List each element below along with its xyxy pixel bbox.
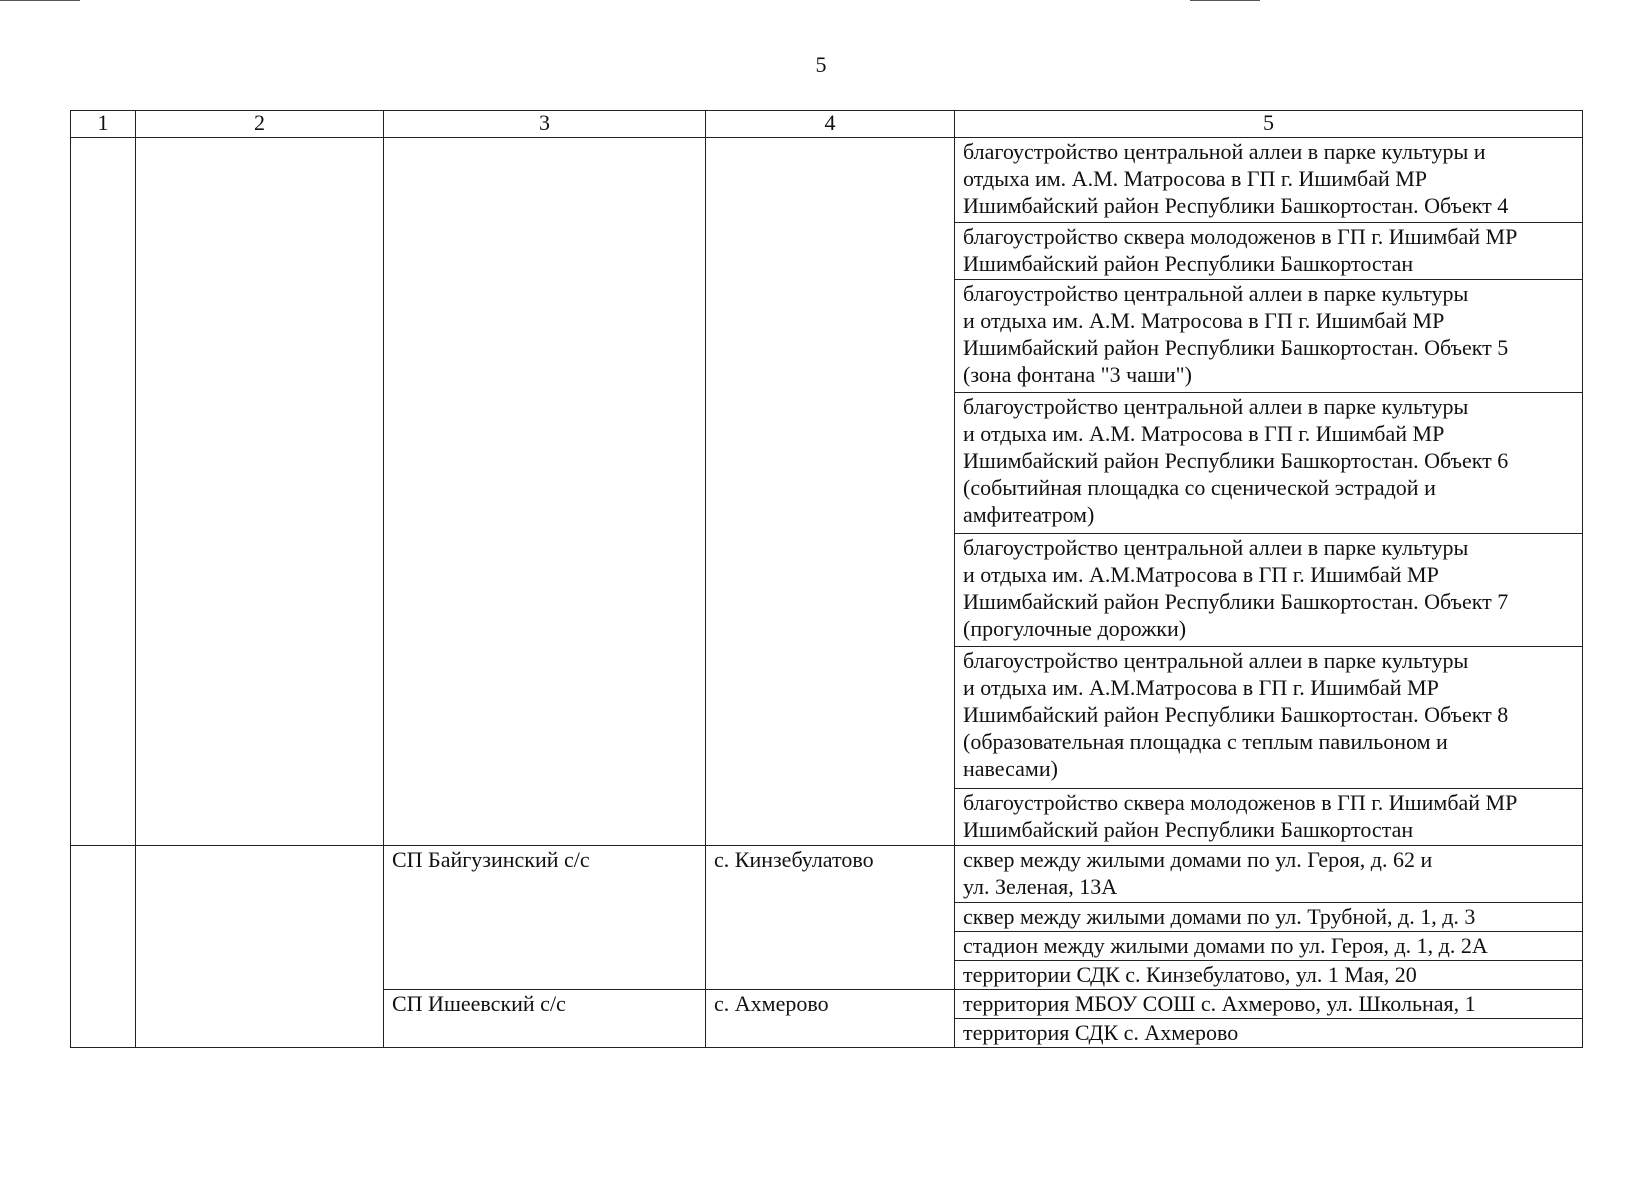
header-col-5: 5 — [955, 111, 1583, 138]
object-item: сквер между жилыми домами по ул. Трубной, д. 1, д. 3 — [955, 902, 1583, 931]
object-item: благоустройство центральной аллеи в парке культуры и отдыха им. А.М. Матросова в ГП г. Ишимбай МР Ишимбайский район Республики Башкортостан. Объект 4 — [955, 138, 1583, 223]
scan-mark-top-left — [0, 0, 80, 1]
object-item: территории СДК с. Кинзебулатово, ул. 1 Мая, 20 — [955, 960, 1583, 989]
settlement-cell: СП Байгузинский с/с — [384, 845, 706, 989]
locality-cell — [706, 138, 955, 846]
header-col-1: 1 — [71, 111, 136, 138]
object-item: благоустройство центральной аллеи в парке культуры и отдыха им. А.М. Матросова в ГП г. Ишимбай МР Ишимбайский район Республики Башкортостан. Объект 5 (зона фонтана "3 чаши") — [955, 280, 1583, 393]
table-row — [71, 845, 1583, 902]
improvement-objects-table — [70, 110, 1583, 1048]
locality-cell: с. Ахмерово — [706, 989, 955, 1047]
scan-mark-top-right — [1190, 0, 1260, 1]
object-item: территория МБОУ СОШ с. Ахмерово, ул. Школьная, 1 — [955, 989, 1583, 1018]
cell-col-1 — [71, 138, 136, 846]
object-item: благоустройство центральной аллеи в парке культуры и отдыха им. А.М.Матросова в ГП г. Ишимбай МР Ишимбайский район Республики Башкортостан. Объект 8 (образовательная площадка с теплым павильоном и навесами) — [955, 647, 1583, 788]
settlement-cell — [384, 138, 706, 846]
cell-col-2 — [136, 138, 384, 846]
object-item: благоустройство центральной аллеи в парке культуры и отдыха им. А.М. Матросова в ГП г. Ишимбай МР Ишимбайский район Республики Башкортостан. Объект 6 (событийная площадка со сценической эстрадой и амфитеатром) — [955, 393, 1583, 534]
locality-cell: с. Кинзебулатово — [706, 845, 955, 989]
object-item: сквер между жилыми домами по ул. Героя, д. 62 и ул. Зеленая, 13А — [955, 845, 1583, 902]
object-item: благоустройство сквера молодоженов в ГП г. Ишимбай МР Ишимбайский район Республики Башкортостан — [955, 223, 1583, 280]
object-item: стадион между жилыми домами по ул. Героя, д. 1, д. 2А — [955, 931, 1583, 960]
header-col-2: 2 — [136, 111, 384, 138]
cell-col-1 — [71, 845, 136, 1047]
object-item: территория СДК с. Ахмерово — [955, 1018, 1583, 1047]
table-row — [71, 138, 1583, 223]
header-col-3: 3 — [384, 111, 706, 138]
object-item: благоустройство сквера молодоженов в ГП г. Ишимбай МР Ишимбайский район Республики Башкортостан — [955, 788, 1583, 845]
header-col-4: 4 — [706, 111, 955, 138]
cell-col-2 — [136, 845, 384, 1047]
settlement-cell: СП Ишеевский с/с — [384, 989, 706, 1047]
page-number: 5 — [815, 52, 827, 77]
table-header-row — [71, 111, 1583, 138]
object-item: благоустройство центральной аллеи в парке культуры и отдыха им. А.М.Матросова в ГП г. Ишимбай МР Ишимбайский район Республики Башкортостан. Объект 7 (прогулочные дорожки) — [955, 534, 1583, 647]
